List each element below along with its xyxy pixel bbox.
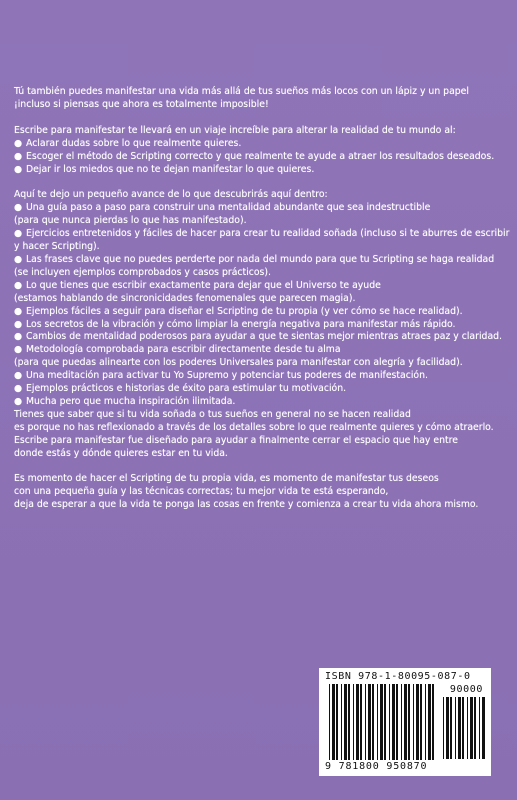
addon-barcode-bars	[443, 697, 485, 759]
barcode-bar	[446, 697, 449, 759]
barcode-bar	[413, 684, 414, 760]
price-code: 90000	[449, 684, 483, 695]
bullet-icon: ●	[14, 395, 23, 407]
isbn-barcode	[319, 668, 491, 776]
barcode-bar	[392, 684, 395, 760]
preview-item: ● Una guía paso a paso para construir una mentalidad abundante que sea indestructible	[14, 202, 431, 214]
journey-item: ● Aclarar dudas sobre lo que realmente quieres.	[14, 137, 242, 149]
bullet-icon: ●	[14, 383, 23, 395]
bullet-icon: ●	[14, 150, 23, 162]
bullet-icon: ●	[14, 202, 23, 214]
barcode-bar	[329, 684, 330, 760]
barcode-bar	[462, 697, 464, 759]
journey-heading: Escribe para manifestar te llevará en un viaje increíble para alterar la realidad de tu mundo al:	[14, 124, 456, 136]
barcode-bar	[455, 697, 456, 759]
barcode-bar	[428, 684, 431, 760]
journey-item: ● Escoger el método de Scripting correcto y que realmente te ayude a atraer los resultados deseados.	[14, 150, 495, 162]
barcode-bar	[377, 684, 378, 760]
bullet-icon: ●	[14, 228, 23, 240]
preview-item-extra: (para que puedas alinearte con los poderes Universales para manifestar con alegría y facilidad).	[14, 357, 463, 369]
barcode-bar	[389, 684, 390, 760]
barcode-bar	[396, 684, 398, 760]
preview-item: ● Mucha pero que mucha inspiración ilimitada.	[14, 395, 236, 407]
preview-item-extra: (para que nunca pierdas lo que has manifestado).	[14, 215, 247, 227]
intro-paragraph	[14, 86, 506, 112]
ean-barcode-bars	[329, 684, 439, 760]
preview-item: ● Las frases clave que no puedes perderte por nada del mundo para que tu Scripting se haga realidad	[14, 253, 495, 265]
dream-line: Tienes que saber que si tu vida soñada o tus sueños en general no se hacen realidad	[14, 408, 411, 420]
blurb	[14, 86, 510, 525]
intro-line: ¡incluso si piensas que ahora es totalmente imposible!	[14, 98, 269, 110]
dream-line: es porque no has reflexionado a través de los detalles sobre lo que realmente quieres y cómo atraerlo.	[14, 421, 494, 433]
bullet-icon: ●	[14, 318, 23, 330]
barcode-bar	[474, 697, 476, 759]
preview-item-extra: y hacer Scripting).	[14, 241, 100, 253]
journey-item: ● Dejar ir los miedos que no te dejan manifestar lo que quieres.	[14, 163, 315, 175]
barcode-bar	[479, 697, 480, 759]
dream-line: Escribe para manifestar fue diseñado para ayudar a finalmente cerrar el espacio que hay entre	[14, 434, 458, 446]
barcode-bar	[360, 684, 362, 760]
barcode-bar	[416, 684, 419, 760]
barcode-bar	[344, 684, 347, 760]
barcode-bar	[450, 697, 452, 759]
barcode-bar	[404, 684, 407, 760]
barcode-bar	[458, 697, 461, 759]
barcode-bar	[365, 684, 366, 760]
barcode-bar	[420, 684, 422, 760]
dream-line: donde estás y dónde quieres estar en tu vida.	[14, 447, 228, 459]
preview-item: ● Metodología comprobada para escribir directamente desde tu alma	[14, 344, 341, 356]
barcode-bar	[336, 684, 338, 760]
preview-item: ● Cambios de mentalidad poderosos para ayudar a que te sientas mejor mientras atraes paz y claridad.	[14, 331, 502, 343]
barcode-bar	[425, 684, 426, 760]
preview-paragraph	[14, 189, 510, 408]
barcode-digits: 9 781800 950870	[325, 761, 428, 772]
barcode-bar	[341, 684, 342, 760]
bullet-icon: ●	[14, 163, 23, 175]
bullet-icon: ●	[14, 305, 23, 317]
isbn-label: ISBN 978-1-80095-087-0	[325, 671, 471, 682]
preview-item: ● Los secretos de la vibración y cómo limpiar la energía negativa para manifestar más rápido.	[14, 318, 456, 330]
bullet-icon: ●	[14, 253, 23, 265]
barcode-bar	[372, 684, 374, 760]
bullet-icon: ●	[14, 279, 23, 291]
preview-item: ● Ejemplos prácticos e historias de éxito para estimular tu motivación.	[14, 383, 347, 395]
preview-item: ● Lo que tienes que escribir exactamente para dejar que el Universo te ayude	[14, 279, 381, 291]
barcode-bar	[432, 684, 434, 760]
preview-item-extra: (se incluyen ejemplos comprobados y casos prácticos).	[14, 266, 271, 278]
preview-item: ● Ejercicios entretenidos y fáciles de hacer para crear tu realidad soñada (incluso si te aburres de escribir	[14, 228, 510, 240]
intro-line: Tú también puedes manifestar una vida más allá de tus sueños más locos con un lápiz y un papel	[14, 86, 469, 97]
preview-item: ● Una meditación para activar tu Yo Supremo y potenciar tus poderes de manifestación.	[14, 370, 428, 382]
closing-line: Es momento de hacer el Scripting de tu propia vida, es momento de manifestar tus deseos	[14, 473, 439, 485]
preview-item-extra: (estamos hablando de sincronicidades fenomenales que parecen magia).	[14, 292, 356, 304]
barcode-bar	[384, 684, 386, 760]
barcode-bar	[482, 697, 485, 759]
bullet-icon: ●	[14, 370, 23, 382]
preview-heading: Aquí te dejo un pequeño avance de lo que descubrirás aquí dentro:	[14, 189, 328, 201]
closing-line: deja de esperar a que la vida te ponga las cosas en frente y comienza a crear tu vida ahora mismo.	[14, 499, 479, 511]
barcode-bar	[332, 684, 335, 760]
barcode-bar	[380, 684, 383, 760]
barcode-bar	[356, 684, 359, 760]
preview-item: ● Ejemplos fáciles a seguir para diseñar el Scripting de tu propia (y ver cómo se hace realidad).	[14, 305, 463, 317]
barcode-bar	[401, 684, 402, 760]
barcode-bar	[353, 684, 354, 760]
closing-paragraph	[14, 473, 506, 512]
dream-paragraph	[14, 409, 506, 461]
bullet-icon: ●	[14, 344, 23, 356]
barcode-bar	[368, 684, 371, 760]
bullet-icon: ●	[14, 331, 23, 343]
barcode-bar	[443, 697, 444, 759]
barcode-bar	[408, 684, 410, 760]
barcode-bar	[467, 697, 468, 759]
barcode-bar	[470, 697, 473, 759]
barcode-bar	[348, 684, 350, 760]
journey-paragraph	[14, 125, 506, 177]
closing-line: con una pequeña guía y las técnicas correctas; tu mejor vida te está esperando,	[14, 486, 389, 498]
bullet-icon: ●	[14, 137, 23, 149]
